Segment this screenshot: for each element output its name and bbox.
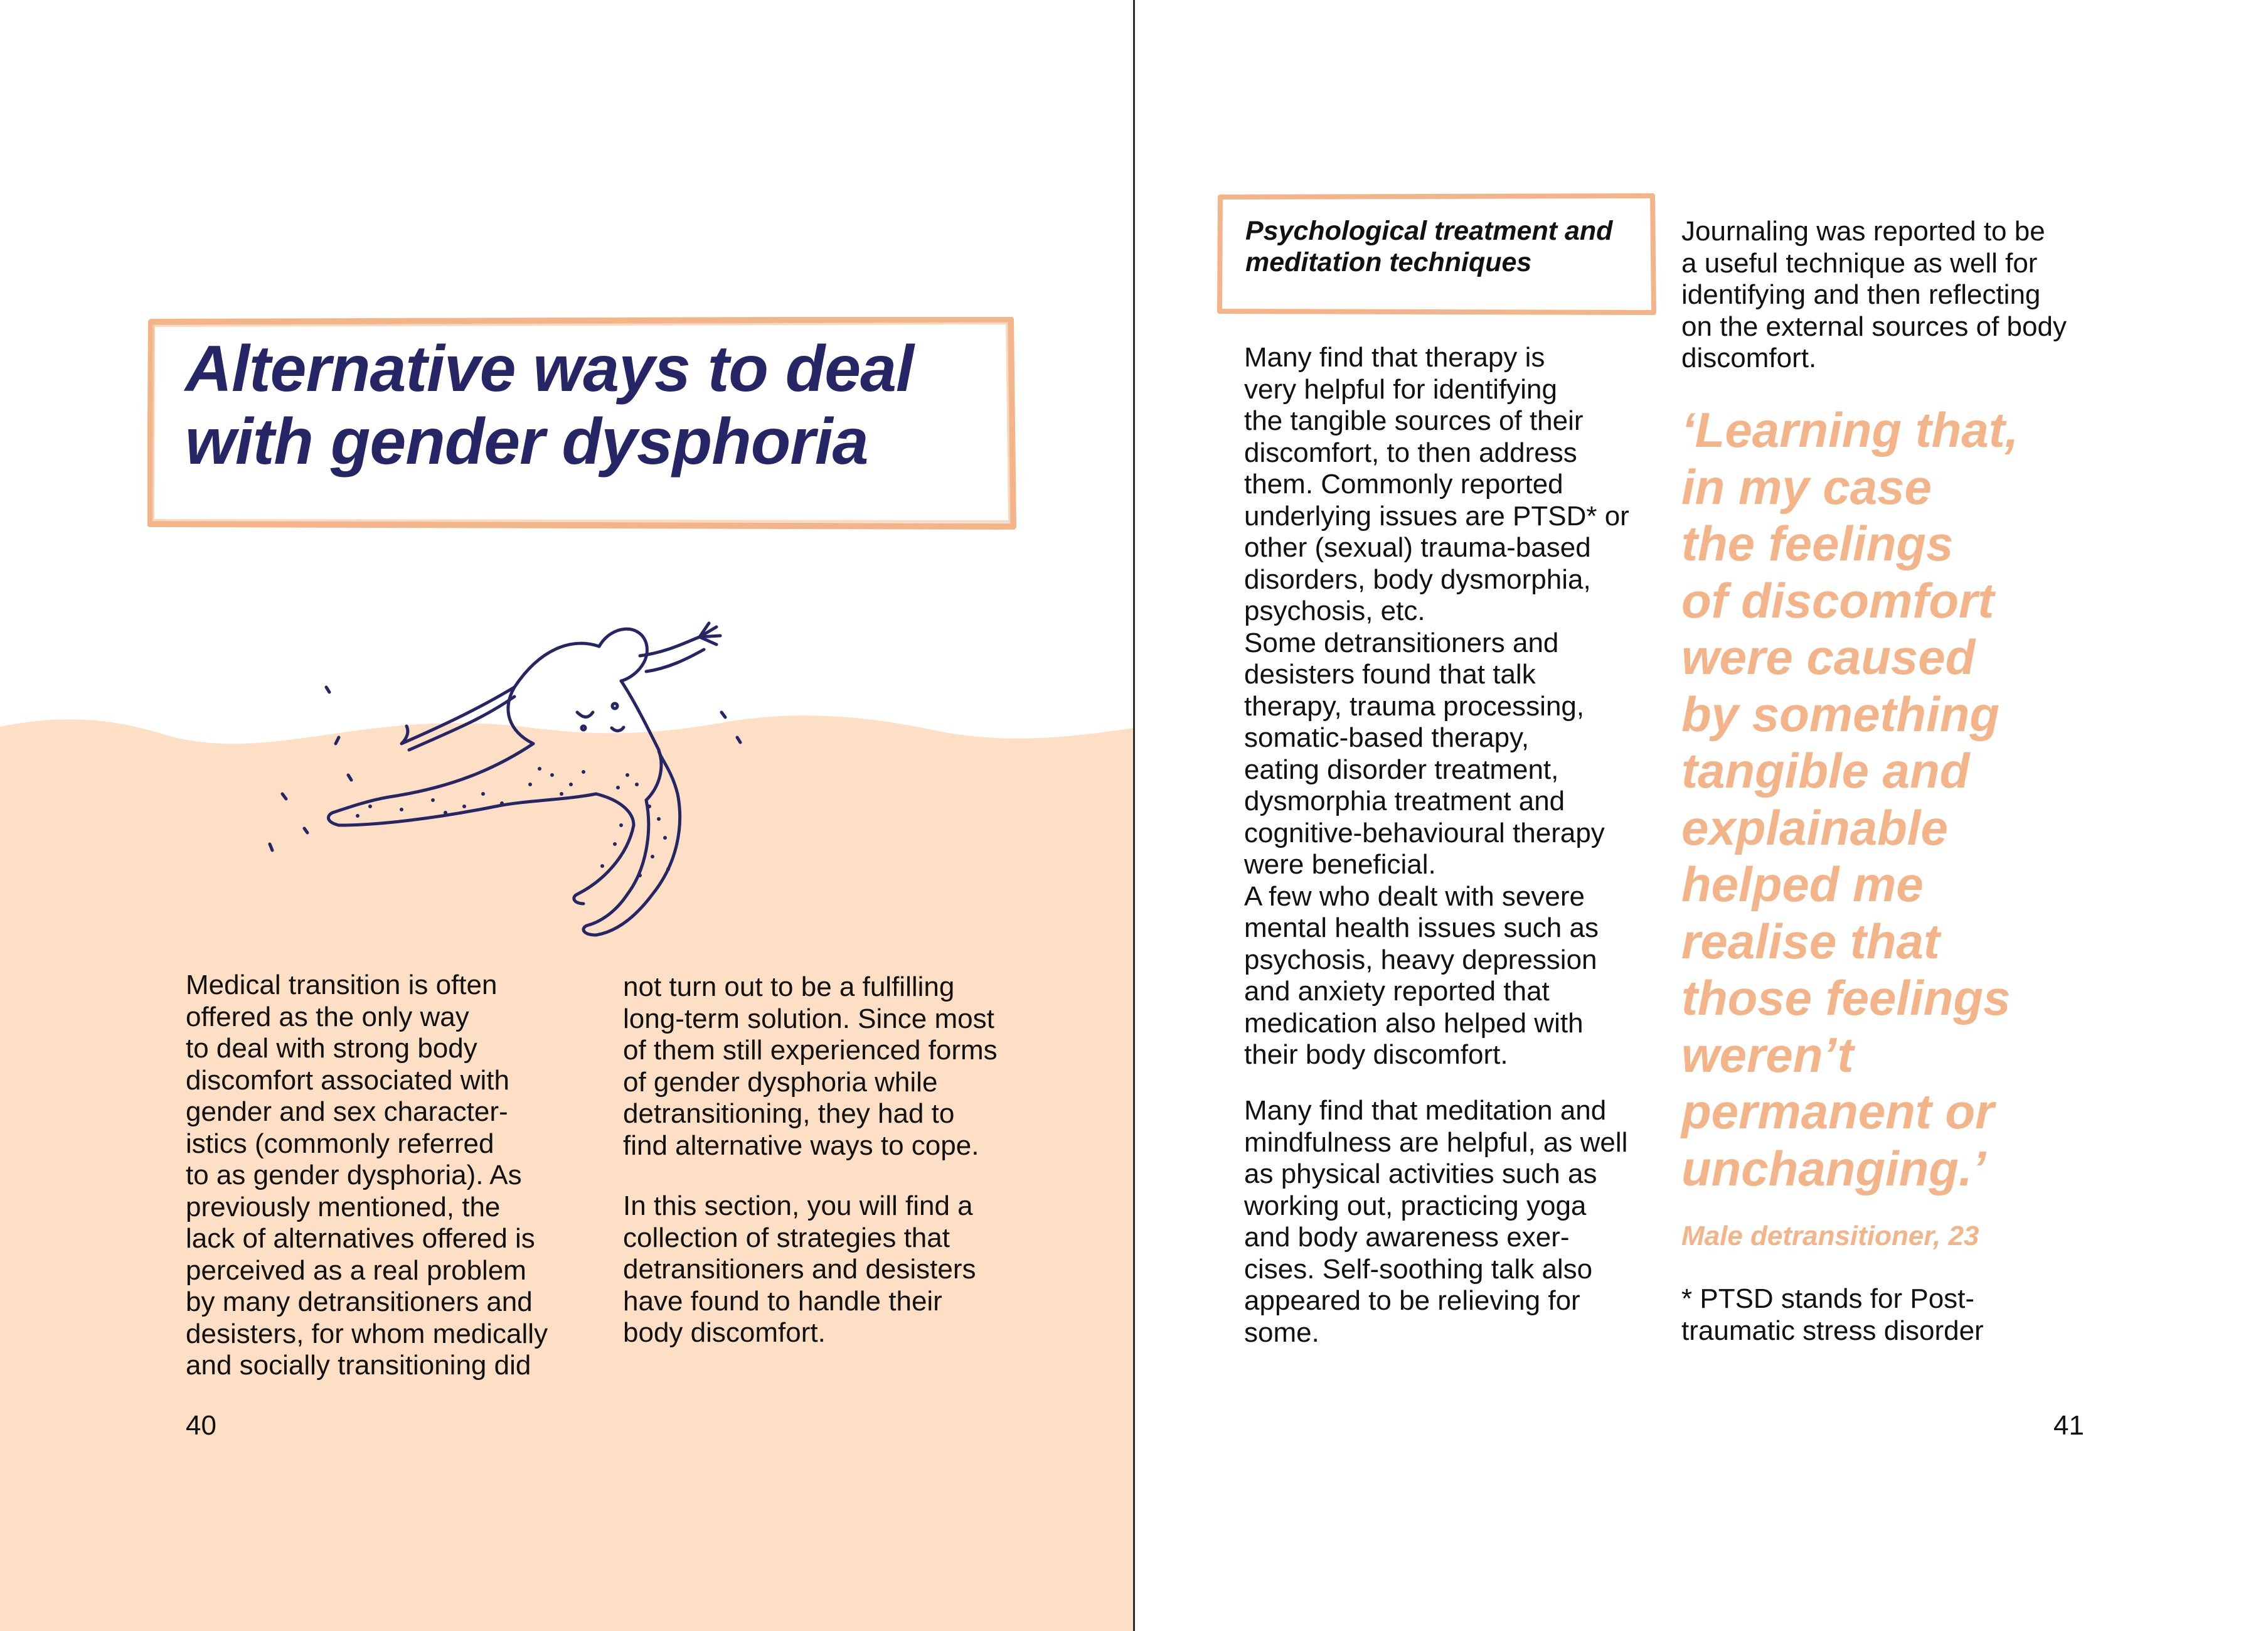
quote-attribution: Male detransitioner, 23 [1681,1221,1979,1251]
left-column-2-paragraph-2: In this section, you will find a collection of strategies that detransitioners and desisters have found to handle their body discomfort. [623,1190,976,1348]
right-column-2-paragraph: Journaling was reported to be a useful technique as well for identifying and then reflecting on the external sources of body discomfort. [1681,216,2067,373]
right-column-1-paragraph-2: Many find that meditation and mindfulness are helpful, as well as physical activities such as working out, practicing yoga and body awareness exer- cises. Self-soothing talk also appeared to be relieving for some. [1244,1095,1628,1348]
left-column-2-paragraph-1: not turn out to be a fulfilling long-term solution. Since most of them still experienced forms of gender dysphoria while detransitioning, they had to find alternative ways to cope. [623,971,998,1161]
section-subheading: Psychological treatment and meditation techniques [1245,216,1613,277]
page-number-right: 41 [2053,1410,2084,1441]
right-column-1-paragraph-1: Many find that therapy is very helpful for identifying the tangible sources of their discomfort, to then address them. Commonly reported underlying issues are PTSD* or other (sexual) trauma-based disorders, body dysmorphia, psychosis, etc. Some detransitioners and desisters found that talk therapy, trauma processing, somatic-based therapy, eating disorder treatment, dysmorphia treatment and cognitive-behavioural therapy were beneficial. A few who dealt with severe mental health issues such as psychosis, heavy depression and anxiety reported that medication also helped with their body discomfort. [1244,342,1629,1070]
left-column-1-text: Medical transition is often offered as the only way to deal with strong body discomfort associated with gender and sex character- istics (commonly referred to as gender dysphoria). As previously mentioned, the lack of alternatives offered is perceived as a real problem by many detransitioners and desisters, for whom medically and socially transitioning did [186,970,548,1381]
page-number-left: 40 [186,1410,216,1441]
swimming-figure-illustration [245,618,784,951]
footnote: * PTSD stands for Post- traumatic stress disorder [1681,1283,1984,1346]
page-title: Alternative ways to deal with gender dysphoria [185,333,913,478]
subheading-frame [1217,193,1656,316]
title-frame [147,317,1016,530]
pull-quote: ‘Learning that, in my case the feelings of discomfort were caused by something tangible and explainable helped me realise that those feelings weren’t permanent or unchanging.’ [1681,402,2019,1196]
